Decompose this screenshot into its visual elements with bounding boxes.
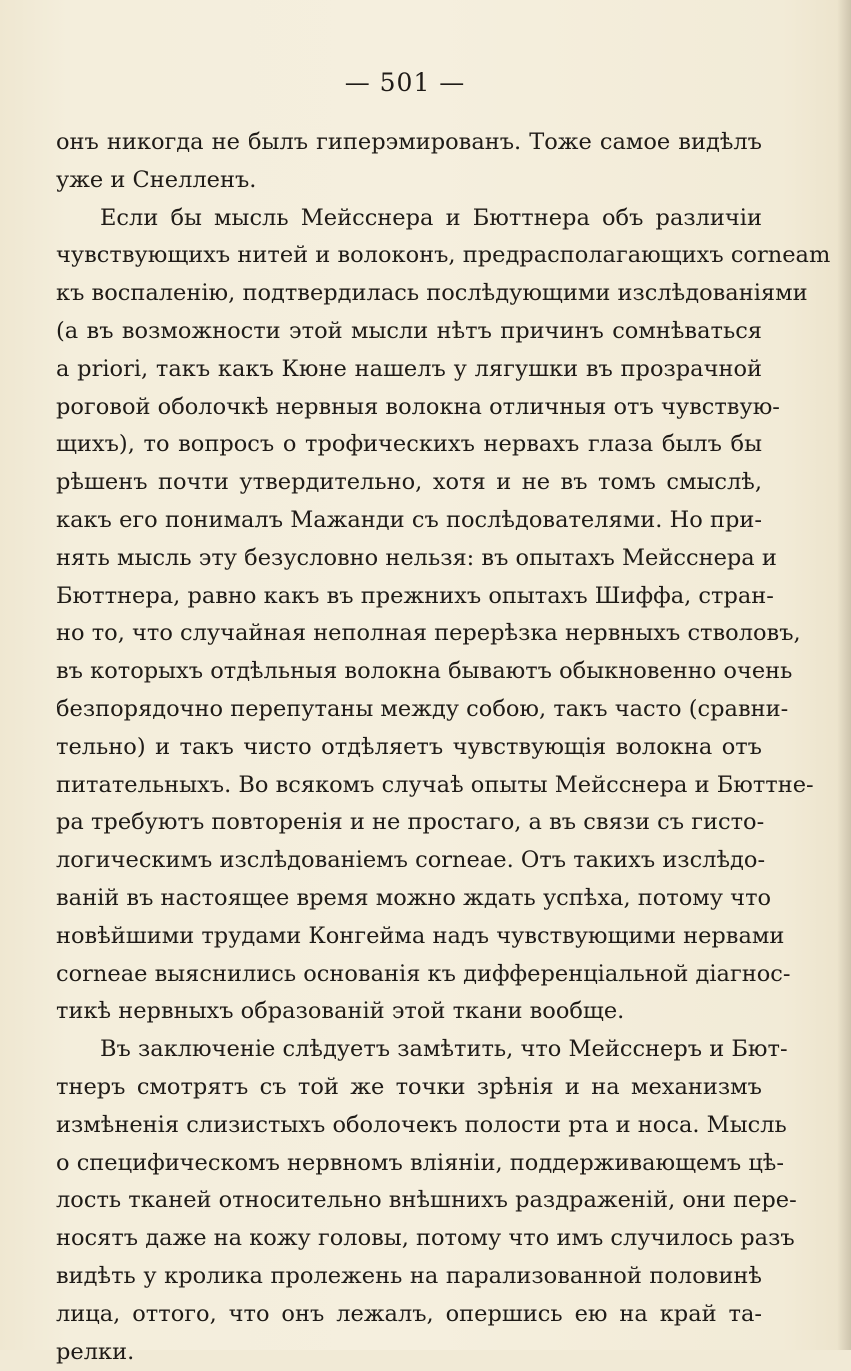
text-line: щихъ), то вопросъ о трофическихъ нервахъ глаза былъ бы [56, 426, 762, 464]
text-line: носятъ даже на кожу головы, потому что имъ случилось разъ [56, 1220, 762, 1258]
text-line: a priori, такъ какъ Кюне нашелъ у лягушки въ прозрачной [56, 351, 762, 389]
text-line: ваній въ настоящее время можно ждать успѣха, потому что [56, 880, 762, 918]
text-line: (а въ возможности этой мысли нѣтъ причинъ сомнѣваться [56, 313, 762, 351]
text-line: въ которыхъ отдѣльныя волокна бываютъ обыкновенно очень [56, 653, 762, 691]
text-line: релки. [56, 1334, 762, 1371]
text-line: какъ его понималъ Мажанди съ послѣдователями. Но при- [56, 502, 762, 540]
text-line: тельно) и такъ чисто отдѣляетъ чувствующія волокна отъ [56, 729, 762, 767]
text-line: роговой оболочкѣ нервныя волокна отличныя отъ чувствую- [56, 389, 762, 427]
text-line: рѣшенъ почти утвердительно, хотя и не въ томъ смыслѣ, [56, 464, 762, 502]
text-line: но то, что случайная неполная перерѣзка нервныхъ стволовъ, [56, 615, 762, 653]
text-line: Бюттнера, равно какъ въ прежнихъ опытахъ Шиффа, стран- [56, 578, 762, 616]
text-line: лость тканей относительно внѣшнихъ раздраженій, они пере- [56, 1182, 762, 1220]
text-line: corneae выяснились основанія къ дифференціальной діагнос- [56, 956, 762, 994]
paragraph-first-line: Въ заключеніе слѣдуетъ замѣтить, что Мейсснеръ и Бют- [56, 1031, 762, 1069]
text-line: о специфическомъ нервномъ вліяніи, поддерживающемъ цѣ- [56, 1145, 762, 1183]
text-line: уже и Снелленъ. [56, 162, 762, 200]
text-line: измѣненія слизистыхъ оболочекъ полости рта и носа. Мысль [56, 1107, 762, 1145]
text-line: новѣйшими трудами Конгейма надъ чувствующими нервами [56, 918, 762, 956]
body-text [56, 124, 762, 1371]
paragraph-first-line: Если бы мысль Мейсснера и Бюттнера объ различіи [56, 200, 762, 238]
text-line: логическимъ изслѣдованіемъ corneae. Отъ такихъ изслѣдо- [56, 842, 762, 880]
text-line: безпорядочно перепутаны между собою, такъ часто (сравни- [56, 691, 762, 729]
page-edge-shadow [837, 0, 851, 1350]
text-line: къ воспаленію, подтвердилась послѣдующими изслѣдованіями [56, 275, 762, 313]
text-line: питательныхъ. Во всякомъ случаѣ опыты Мейсснера и Бюттне- [56, 767, 762, 805]
text-line: лица, оттого, что онъ лежалъ, опершись ею на край та- [56, 1296, 762, 1334]
text-line: ра требуютъ повторенія и не простаго, а въ связи съ гисто- [56, 804, 762, 842]
text-line: нять мысль эту безусловно нельзя: въ опытахъ Мейсснера и [56, 540, 762, 578]
page-number: — 501 — [0, 68, 810, 97]
text-line: онъ никогда не былъ гиперэмированъ. Тоже самое видѣлъ [56, 124, 762, 162]
text-line: чувствующихъ нитей и волоконъ, предрасполагающихъ corneam [56, 237, 762, 275]
text-line: видѣть у кролика пролежень на парализованной половинѣ [56, 1258, 762, 1296]
text-line: тикѣ нервныхъ образованій этой ткани вообще. [56, 993, 762, 1031]
text-line: тнеръ смотрятъ съ той же точки зрѣнія и на механизмъ [56, 1069, 762, 1107]
